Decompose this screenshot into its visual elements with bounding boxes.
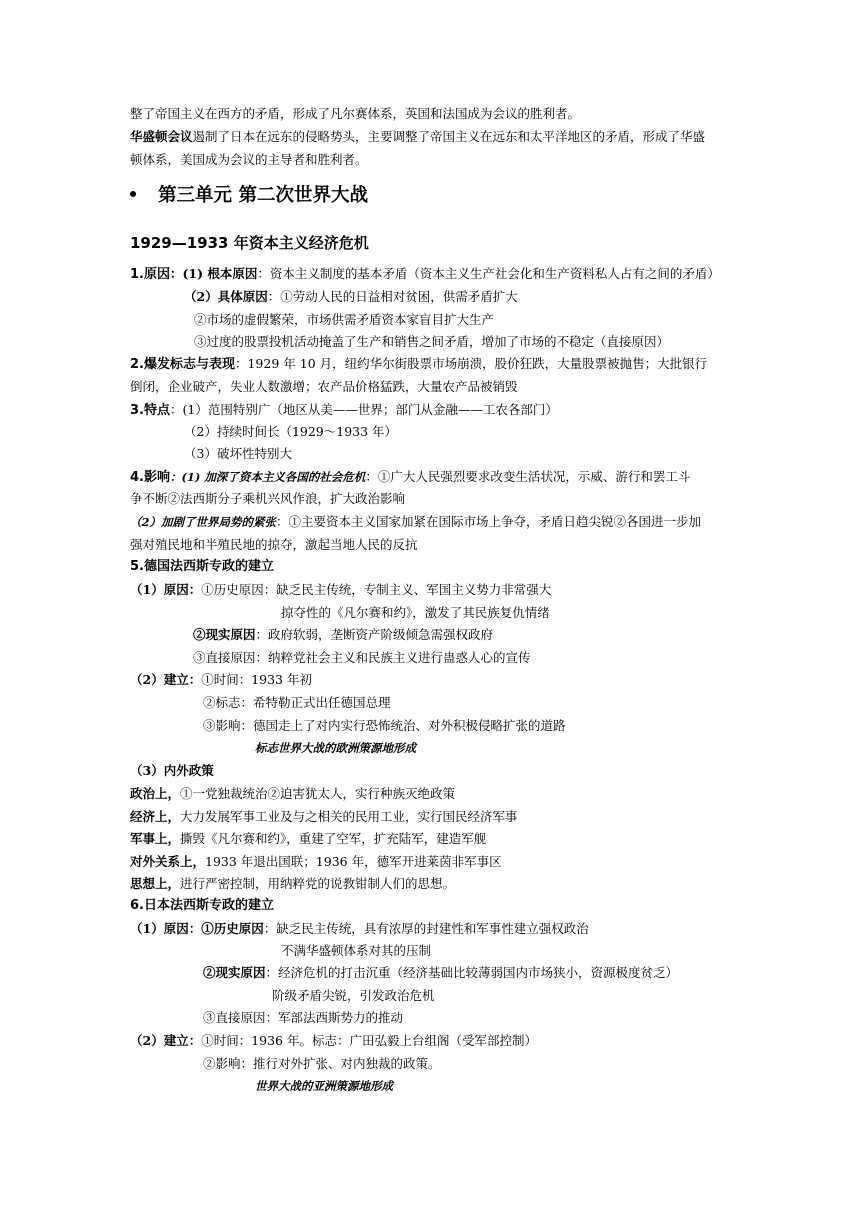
intro-line-3: 顿体系，美国成为会议的主导者和胜利者。 (130, 152, 368, 167)
s3-line-2: （2）持续时间长（1929～1933 年） (184, 424, 398, 439)
s5-policy-4-text: 1933 年退出国联；1936 年，德军开进莱茵非军事区 (205, 854, 502, 869)
s4-heading: 4.影响 (130, 470, 170, 485)
s6-heading: 6.日本法西斯专政的建立 (130, 898, 274, 913)
s4-line-2: 争不断②法西斯分子乘机兴风作浪，扩大政治影响 (130, 491, 406, 506)
s4-line-4: 强对殖民地和半殖民地的掠夺，激起当地人民的反抗 (130, 537, 418, 552)
s6-cause-2-text: ：经济危机的打击沉重（经济基础比较薄弱国内市场狭小，资源极度贫乏） (265, 965, 679, 980)
s3-text-1: ：(1）范围特别广（地区从美——世界；部门从金融——工农各部门） (169, 402, 558, 417)
s5-cause-3: ③直接原因：纳粹党社会主义和民族主义进行蛊惑人心的宣传 (193, 650, 531, 665)
s6-cause-2b: 阶级矛盾尖锐，引发政治危机 (272, 988, 435, 1003)
s5-policy-3-label: 军事上， (130, 831, 181, 846)
s6-cause-3: ③直接原因：军部法西斯势力的推动 (203, 1010, 404, 1025)
s4-line-3 (130, 514, 701, 530)
s5-policy-5-label: 思想上， (130, 876, 181, 891)
s5-policy-5-text: 进行严密控制，用纳粹党的说教钳制人们的思想。 (180, 876, 456, 891)
s5-policy-1 (130, 786, 455, 802)
s1-sub1-text: ：资本主义制度的基本矛盾（资本主义生产社会化和生产资料私人占有之间的矛盾） (257, 266, 720, 281)
s5-est-2: ②标志：希特勒正式出任德国总理 (203, 695, 391, 710)
s5-policy-2 (130, 809, 518, 825)
s2-heading: 2.爆发标志与表现 (130, 357, 235, 372)
s5-policy-3 (130, 831, 486, 847)
s5-est-note: 标志世界大战的欧洲策源地形成 (255, 741, 416, 755)
s5-cause-label: （1）原因： (130, 582, 202, 597)
s5-policy-1-text: ①一党独裁统治②迫害犹太人，实行种族灭绝政策 (180, 786, 456, 801)
s1-line-2 (184, 289, 518, 305)
s5-cause-line-2 (193, 627, 493, 643)
s6-cause-1-text: ：缺乏民主传统，具有浓厚的封建性和军事性建立强权政治 (263, 921, 589, 936)
s4-sub1-text: ：①广大人民强烈要求改变生活状况，示威、游行和罢工斗 (365, 469, 691, 484)
s1-line-1 (130, 266, 720, 283)
s5-est-3: ③影响：德国走上了对内实行恐怖统治、对外积极侵略扩张的道路 (203, 718, 566, 733)
s4-sub2-label: （2）加剧了世界局势的紧张 (130, 515, 277, 529)
s5-cause-line-1 (130, 582, 551, 598)
unit-title: 第三单元 第二次世界大战 (158, 185, 368, 206)
s2-text-1: ：1929 年 10 月，纽约华尔街股票市场崩溃，股价狂跌，大量股票被抛售；大批银行 (234, 356, 708, 371)
intro-line-1: 整了帝国主义在西方的矛盾，形成了凡尔赛体系，英国和法国成为会议的胜利者。 (130, 106, 581, 121)
s6-cause-line-2 (203, 965, 678, 981)
s6-cause-2-label: ②现实原因 (203, 965, 266, 980)
intro-line-2 (130, 129, 705, 145)
s6-est-1: ①时间：1936 年。标志：广田弘毅上台组阁（受军部控制） (201, 1033, 537, 1048)
s6-cause-1-label: ①历史原因 (201, 921, 264, 936)
intro-line-2-text: 遏制了日本在远东的侵略势头，主要调整了帝国主义在远东和太平洋地区的矛盾，形成了华盛 (192, 129, 706, 144)
bullet-icon (130, 191, 136, 197)
s6-cause-label: （1）原因： (130, 921, 202, 936)
s3-heading: 3.特点 (130, 403, 170, 418)
s4-line-1 (130, 469, 690, 486)
s6-est-line-1 (130, 1033, 537, 1049)
s5-policy-label: （3）内外政策 (130, 763, 214, 778)
s6-est-label: （2）建立： (130, 1033, 202, 1048)
s3-line-3: （3）破坏性特别大 (184, 446, 292, 461)
s5-cause-2-label: ②现实原因 (193, 627, 256, 642)
s6-cause-1b: 不满华盛顿体系对其的压制 (281, 943, 432, 958)
s2-line-1 (130, 356, 707, 373)
s5-policy-2-label: 经济上， (130, 809, 181, 824)
s5-policy-3-text: 撕毁《凡尔赛和约》，重建了空军，扩充陆军，建造军舰 (180, 831, 487, 846)
s4-sub1-label: ：(1) 加深了资本主义各国的社会危机 (169, 470, 366, 484)
s1-sub2-label: （2）具体原因 (184, 289, 268, 304)
s6-cause-line-1 (130, 921, 589, 937)
s6-est-note: 世界大战的亚洲策源地形成 (255, 1079, 393, 1093)
s5-policy-4-label: 对外关系上， (130, 854, 206, 869)
s5-est-line-1 (130, 672, 312, 688)
topic-title: 1929—1933 年资本主义经济危机 (130, 234, 369, 252)
s5-policy-1-label: 政治上， (130, 786, 181, 801)
s5-heading: 5.德国法西斯专政的建立 (130, 559, 274, 574)
s4-sub2-text: ：①主要资本主义国家加紧在国际市场上争夺，矛盾日趋尖锐②各国进一步加 (276, 514, 702, 529)
s5-cause-1b: 掠夺性的《凡尔赛和约》，激发了其民族复仇情绪 (281, 605, 550, 620)
s1-line-3: ②市场的虚假繁荣，市场供需矛盾资本家盲目扩大生产 (194, 312, 495, 327)
s3-line-1 (130, 402, 558, 419)
s2-line-2: 倒闭，企业破产，失业人数激增；农产品价格猛跌，大量农产品被销毁 (130, 379, 518, 394)
s1-sub2-text: ：①劳动人民的日益相对贫困，供需矛盾扩大 (267, 289, 518, 304)
s5-est-1: ①时间：1933 年初 (201, 672, 312, 687)
s1-sub1-label: ：(1) 根本原因 (169, 266, 258, 281)
s1-heading: 1.原因 (130, 267, 170, 282)
s5-policy-4 (130, 854, 502, 870)
unit-heading (130, 184, 368, 208)
s5-cause-1: ①历史原因：缺乏民主传统，专制主义、军国主义势力非常强大 (201, 582, 552, 597)
s5-policy-2-text: 大力发展军事工业及与之相关的民用工业，实行国民经济军事 (180, 809, 518, 824)
s5-policy-5 (130, 876, 455, 892)
washington-conference-term: 华盛顿会议 (130, 129, 193, 144)
s6-est-2: ②影响：推行对外扩张、对内独裁的政策。 (203, 1056, 441, 1071)
s5-cause-2-text: ：政府软弱，垄断资产阶级倾急需强权政府 (255, 627, 494, 642)
s5-est-label: （2）建立： (130, 672, 202, 687)
s1-line-4: ③过度的股票投机活动掩盖了生产和销售之间矛盾，增加了市场的不稳定（直接原因） (194, 334, 670, 349)
